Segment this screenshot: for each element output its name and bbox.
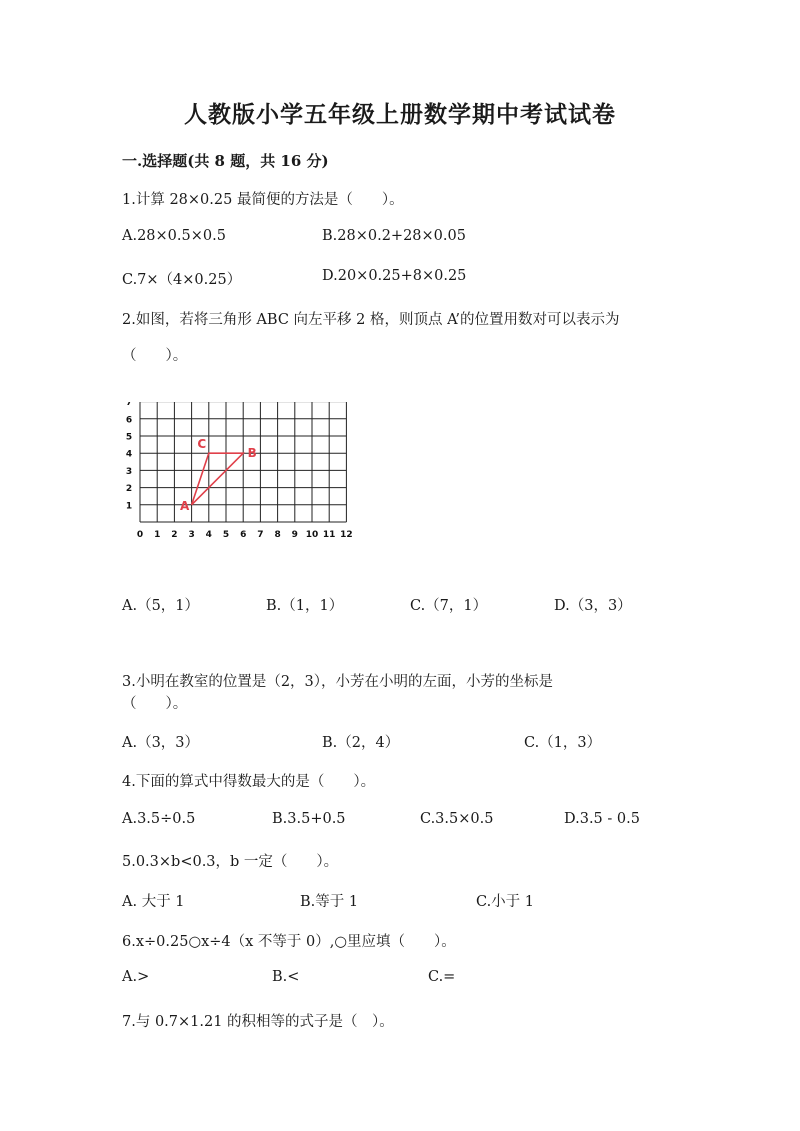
q5-option-b[interactable]: B.等于 1 [300,894,359,910]
question-1-text: 1.计算 28×0.25 最简便的方法是（ ）。 [122,192,404,208]
x-tick-label: 0 [136,530,144,540]
y-tick-label: 5 [125,432,133,443]
x-tick-label: 6 [240,530,247,540]
x-tick-label: 1 [154,530,161,540]
q6-option-c[interactable]: C.= [428,969,456,985]
question-4-text: 4.下面的算式中得数最大的是（ ）。 [122,774,376,790]
question-6-text: 6.x÷0.25○x÷4（x 不等于 0）,○里应填（ ）。 [122,934,456,950]
exam-title: 人教版小学五年级上册数学期中考试试卷 [184,101,616,128]
vertex-label-b: B [247,446,257,461]
y-tick-label: 6 [125,415,133,426]
y-tick-label: 1 [125,501,133,512]
q4-option-d[interactable]: D.3.5 - 0.5 [564,811,640,827]
q3-option-b[interactable]: B.（2，4） [322,735,400,751]
x-tick-label: 8 [274,530,281,540]
section-heading: 一.选择题(共 8 题，共 16 分) [122,152,329,170]
q4-option-c[interactable]: C.3.5×0.5 [420,811,494,827]
q4-option-a[interactable]: A.3.5÷0.5 [122,811,196,827]
q5-option-a[interactable]: A. 大于 1 [122,894,185,910]
q1-option-d[interactable]: D.20×0.25+8×0.25 [322,268,467,284]
question-2-text: 2.如图，若将三角形 ABC 向左平移 2 格，则顶点 A’的位置用数对可以表示为 [122,312,620,328]
x-tick-label: 4 [205,530,212,540]
x-tick-label: 2 [171,530,178,540]
question-3-text-cont: （ ）。 [122,696,188,712]
y-tick-label: 7 [125,402,133,409]
q2-option-c[interactable]: C.（7，1） [410,598,488,614]
x-tick-label: 12 [340,530,353,540]
q2-option-b[interactable]: B.（1，1） [266,598,344,614]
q6-option-b[interactable]: B.< [272,969,300,985]
q5-option-c[interactable]: C.小于 1 [476,894,535,910]
question-2-text-cont: （ ）。 [122,348,188,364]
x-tick-label: 5 [222,530,230,540]
x-tick-label: 3 [188,530,195,540]
q2-option-a[interactable]: A.（5，1） [122,598,200,614]
x-tick-label: 7 [257,530,264,540]
coordinate-grid [120,402,360,552]
q2-option-d[interactable]: D.（3，3） [554,598,632,614]
triangle-abc [192,453,244,505]
q3-option-a[interactable]: A.（3，3） [122,735,200,751]
x-tick-label: 9 [291,530,298,540]
q3-option-c[interactable]: C.（1，3） [524,735,602,751]
question-3-text: 3.小明在教室的位置是（2，3），小芳在小明的左面，小芳的坐标是 [122,674,554,690]
q1-option-a[interactable]: A.28×0.5×0.5 [122,228,226,244]
vertex-label-a: A [179,498,190,513]
question-7-text: 7.与 0.7×1.21 的积相等的式子是（ ）。 [122,1014,394,1030]
grid-figure [120,402,360,552]
y-tick-label: 4 [125,449,133,460]
vertex-label-c: C [197,437,207,452]
question-5-text: 5.0.3×b<0.3，b 一定（ ）。 [122,854,339,870]
q1-option-b[interactable]: B.28×0.2+28×0.05 [322,228,466,244]
x-tick-label: 10 [305,530,319,540]
x-tick-label: 11 [322,530,336,540]
q4-option-b[interactable]: B.3.5+0.5 [272,811,346,827]
y-tick-label: 2 [125,484,133,495]
y-tick-label: 3 [125,466,133,477]
q1-option-c[interactable]: C.7×（4×0.25） [122,272,242,288]
q6-option-a[interactable]: A.> [122,969,150,985]
